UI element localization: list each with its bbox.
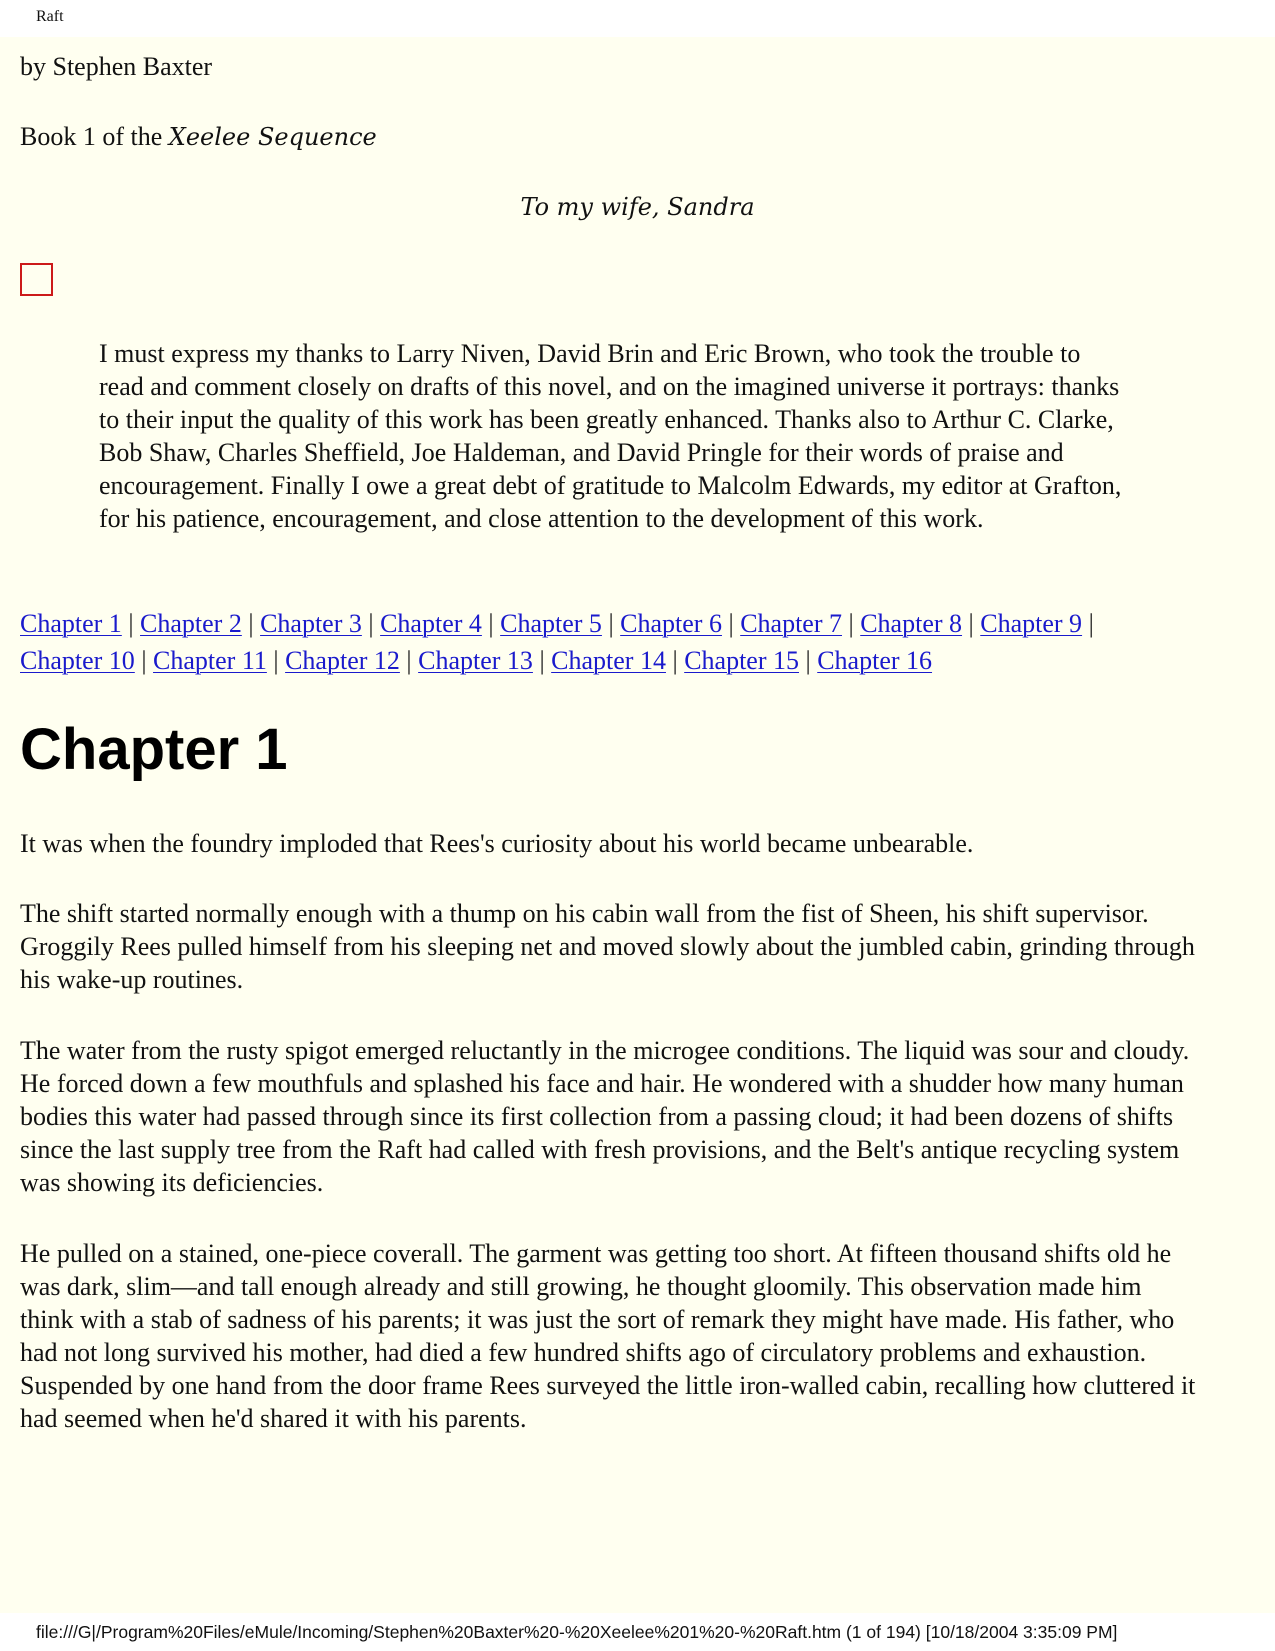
chapter-link-7[interactable]: Chapter 7 xyxy=(740,609,842,638)
toc-separator: | xyxy=(368,609,374,638)
toc-separator: | xyxy=(406,646,412,675)
chapter-link-9[interactable]: Chapter 9 xyxy=(980,609,1083,638)
chapter-link-13[interactable]: Chapter 13 xyxy=(418,646,533,675)
chapter-link-11[interactable]: Chapter 11 xyxy=(153,646,267,675)
chapter-link-15[interactable]: Chapter 15 xyxy=(684,646,799,675)
toc-separator: | xyxy=(608,609,614,638)
chapter-link-16[interactable]: Chapter 16 xyxy=(817,646,933,675)
chapter-link-4[interactable]: Chapter 4 xyxy=(380,609,482,638)
chapter-link-14[interactable]: Chapter 14 xyxy=(551,646,666,675)
series-line-prefix: Book 1 of the xyxy=(20,122,169,151)
chapter-paragraph: It was when the foundry imploded that Rees's curiosity about his world became unbearable. xyxy=(20,829,974,858)
chapter-navigation xyxy=(20,605,1260,679)
series-line xyxy=(20,120,377,154)
toc-separator: | xyxy=(141,646,147,675)
chapter-link-8[interactable]: Chapter 8 xyxy=(860,609,963,638)
chapter-paragraph: The shift started normally enough with a thump on his cabin wall from the fist of Sheen, his shift supervisor. Groggily Rees pulled himself from his sleeping net and moved slowly about the jumbled cabin, grinding through his wake-up routines. xyxy=(20,899,1195,994)
toc-separator: | xyxy=(1088,609,1094,638)
author-byline: by Stephen Baxter xyxy=(20,52,213,81)
toc-separator: | xyxy=(672,646,678,675)
chapter-link-3[interactable]: Chapter 3 xyxy=(260,609,362,638)
broken-image-icon xyxy=(20,263,53,296)
print-header-title: Raft xyxy=(36,8,64,25)
toc-separator: | xyxy=(273,646,279,675)
acknowledgement-blockquote: I must express my thanks to Larry Niven, David Brin and Eric Brown, who took the trouble to read and comment closely on drafts of this novel, and on the imagined universe it portrays: thanks to their input the quality of this work has been greatly enhanced. Thanks also to Arthur C. Clarke, Bob Shaw, Charles Sheffield, Joe Haldeman, and David Pringle for their words of praise and encouragement. Finally I owe a great debt of gratitude to Malcolm Edwards, my editor at Grafton, for his patience, encouragement, and close attention to the development of this work. xyxy=(99,339,1122,533)
chapter-link-10[interactable]: Chapter 10 xyxy=(20,646,135,675)
toc-separator: | xyxy=(539,646,545,675)
dedication-text: To my wife, Sandra xyxy=(520,193,755,221)
print-footer-url: file:///G|/Program%20Files/eMule/Incoming/Stephen%20Baxter%20-%20Xeelee%201%20-%20Raft.htm (1 of 194) [10/18/2004 3:35:09 PM] xyxy=(36,1622,1118,1642)
toc-separator: | xyxy=(968,609,974,638)
chapter-link-6[interactable]: Chapter 6 xyxy=(620,609,722,638)
dedication xyxy=(20,190,1255,224)
toc-separator: | xyxy=(805,646,811,675)
toc-separator: | xyxy=(728,609,734,638)
toc-separator: | xyxy=(248,609,254,638)
document-page xyxy=(0,37,1275,1613)
series-title: Xeelee Sequence xyxy=(168,123,377,151)
toc-separator: | xyxy=(128,609,134,638)
chapter-link-2[interactable]: Chapter 2 xyxy=(140,609,242,638)
toc-separator: | xyxy=(848,609,854,638)
toc-separator: | xyxy=(488,609,494,638)
chapter-link-5[interactable]: Chapter 5 xyxy=(500,609,602,638)
chapter-link-12[interactable]: Chapter 12 xyxy=(285,646,400,675)
chapter-heading: Chapter 1 xyxy=(20,717,288,782)
chapter-link-1[interactable]: Chapter 1 xyxy=(20,609,122,638)
chapter-paragraph: He pulled on a stained, one-piece coverall. The garment was getting too short. At fifteen thousand shifts old he was dark, slim—and tall enough already and still growing, he thought gloomily. This observation made him think with a stab of sadness of his parents; it was just the sort of remark they might have made. His father, who had not long survived his mother, had died a few hundred shifts ago of circulatory problems and exhaustion. Suspended by one hand from the door frame Rees surveyed the little iron-walled cabin, recalling how cluttered it had seemed when he'd shared it with his parents. xyxy=(20,1239,1196,1433)
chapter-paragraph: The water from the rusty spigot emerged reluctantly in the microgee conditions. The liquid was sour and cloudy. He forced down a few mouthfuls and splashed his face and hair. He wondered with a shudder how many human bodies this water had passed through since its first collection from a passing cloud; it had been dozens of shifts since the last supply tree from the Raft had called with fresh provisions, and the Belt's antique recycling system was showing its deficiencies. xyxy=(20,1036,1190,1197)
